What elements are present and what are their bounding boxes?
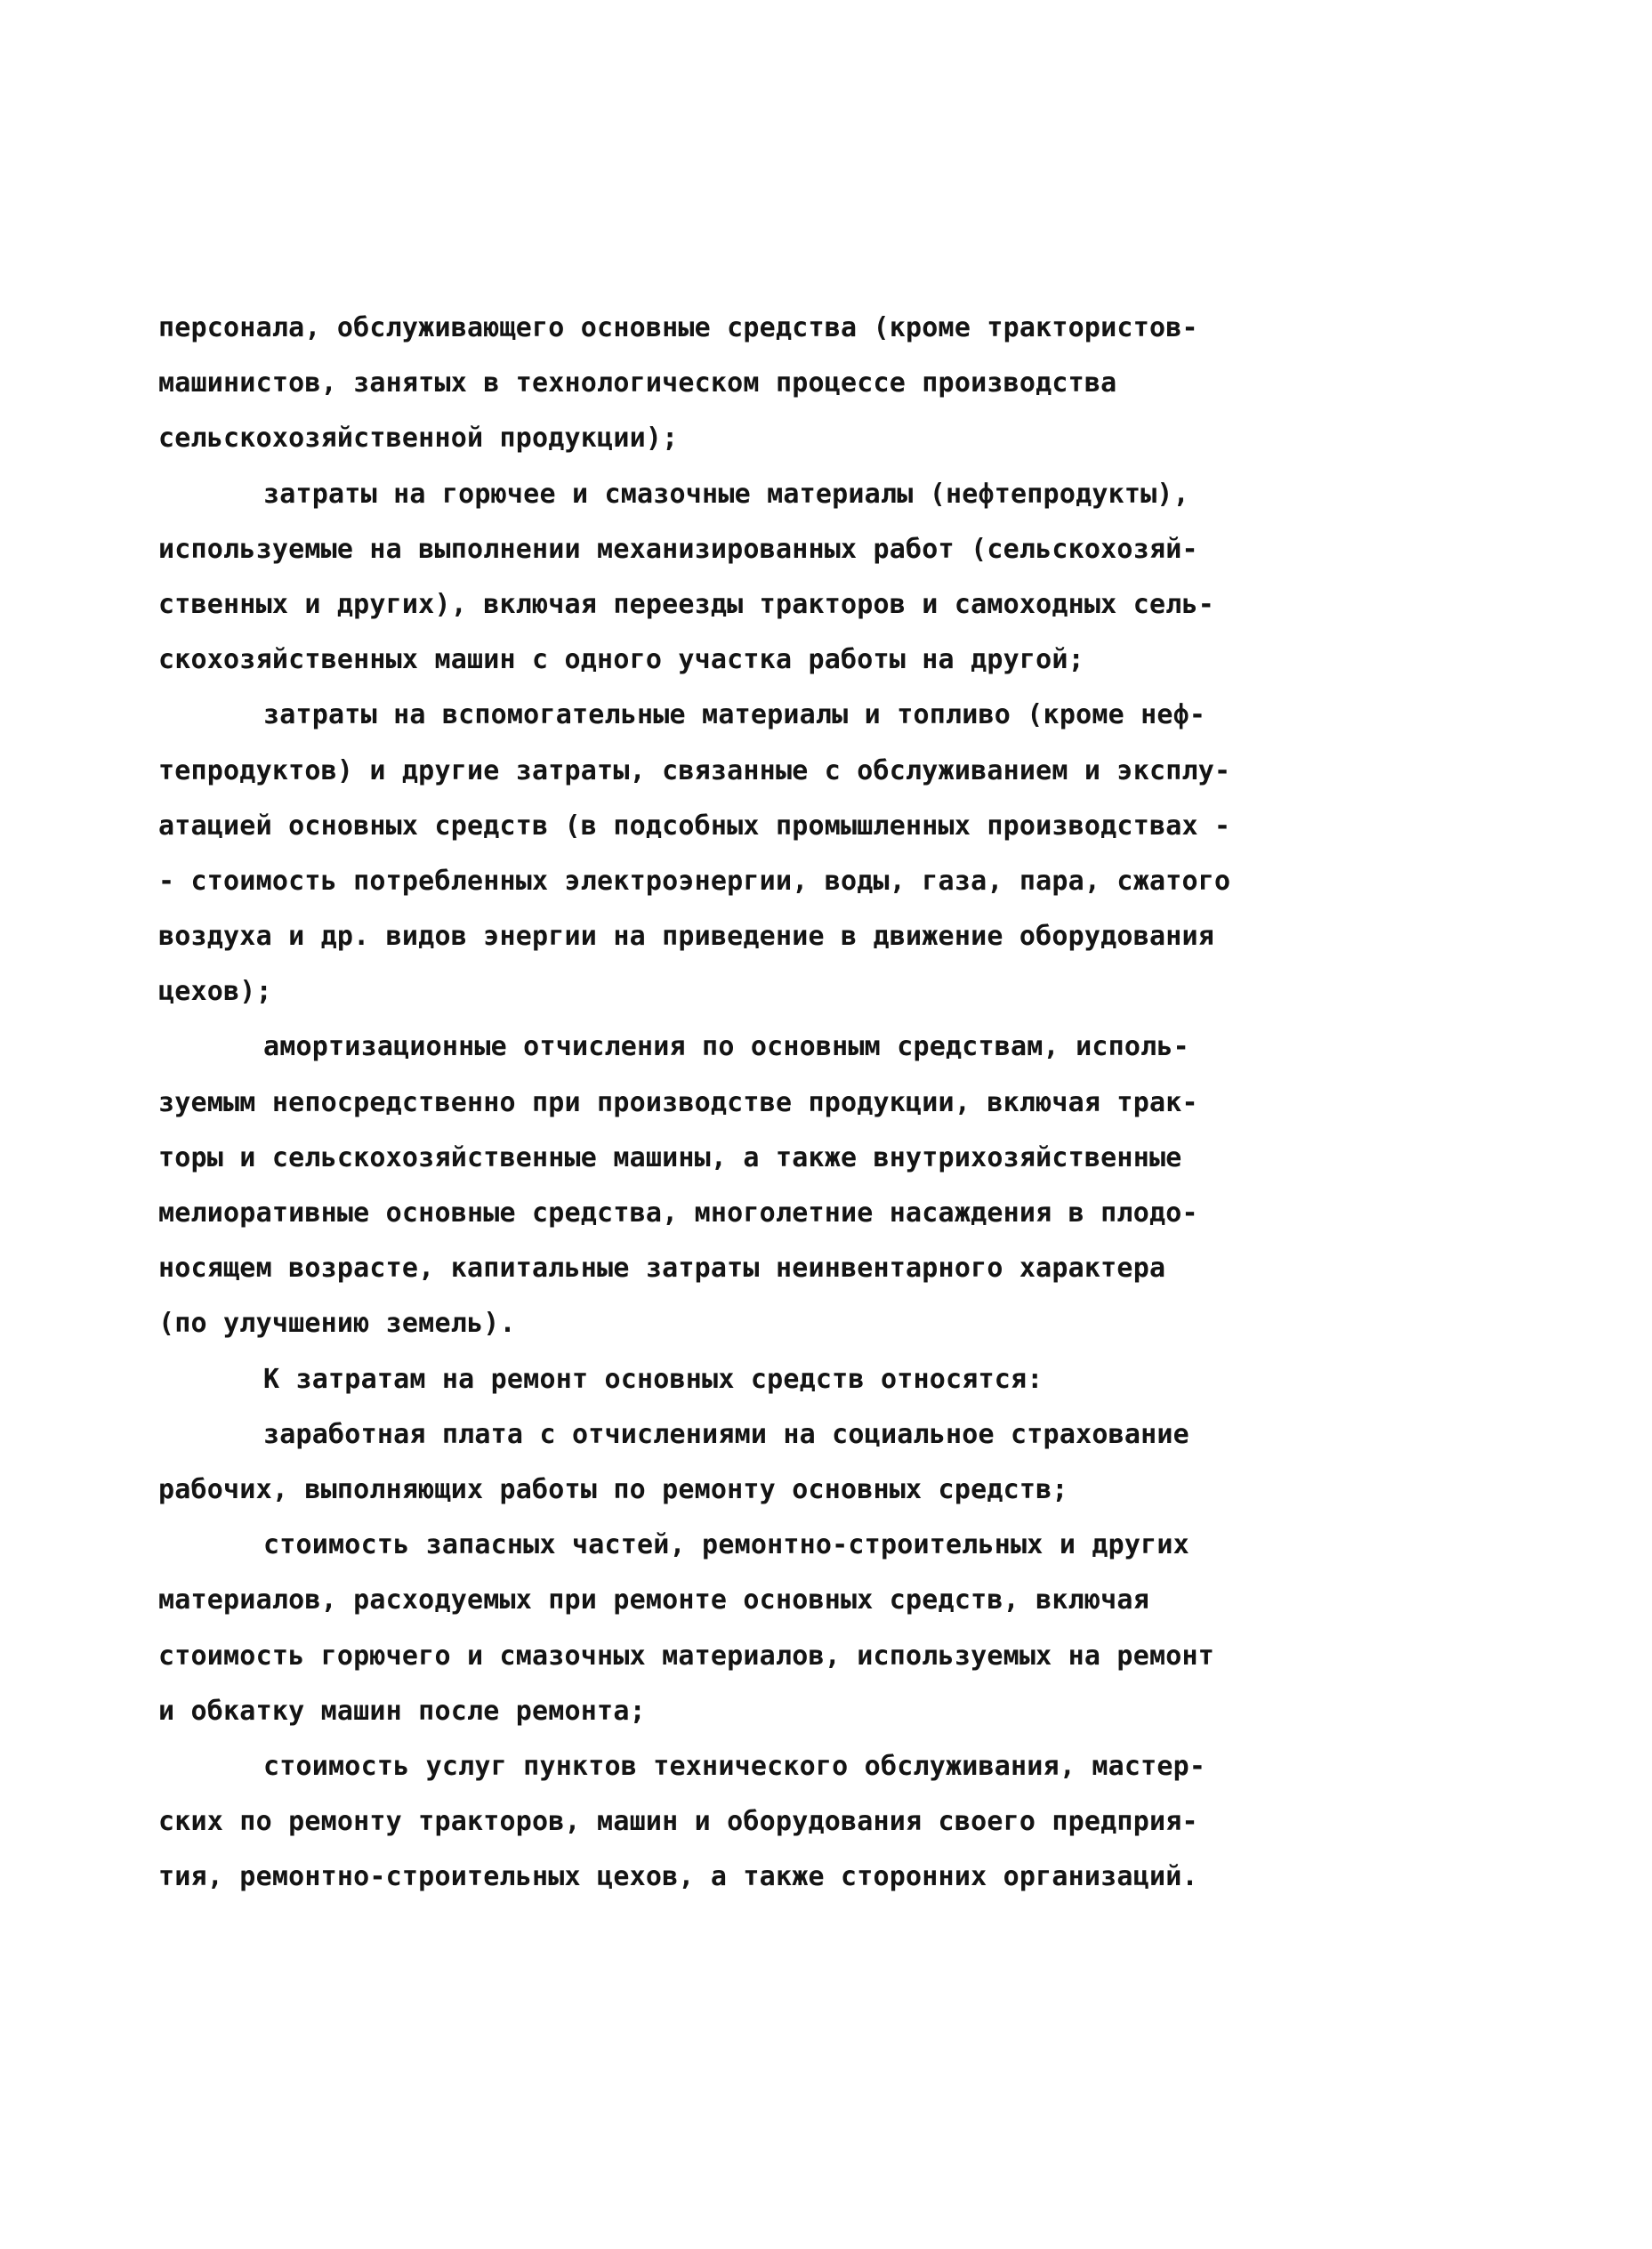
text-line: и обкатку машин после ремонта; [158, 1695, 646, 1727]
text-line: тепродуктов) и другие затраты, связанные с обслуживанием и эксплу- [158, 754, 1231, 786]
text-line: атацией основных средств (в подсобных промышленных производствах - [158, 810, 1231, 842]
text-line: стоимость горючего и смазочных материалов, используемых на ремонт [158, 1640, 1214, 1672]
text-line: воздуха и др. видов энергии на приведение в движение оборудования [158, 921, 1214, 953]
text-line: зуемым непосредственно при производстве продукции, включая трак- [158, 1086, 1198, 1118]
text-line: заработная плата с отчислениями на социальное страхование [263, 1418, 1189, 1450]
text-line: персонала, обслуживающего основные средства (кроме трактористов- [158, 312, 1198, 343]
text-line: амортизационные отчисления по основным средствам, исполь- [263, 1031, 1189, 1063]
document-body [158, 301, 1270, 1905]
text-line: торы и сельскохозяйственные машины, а также внутрихозяйственные [158, 1141, 1182, 1173]
text-line: стоимость услуг пунктов технического обслуживания, мастер- [263, 1750, 1206, 1782]
text-line: - стоимость потребленных электроэнергии, воды, газа, пара, сжатого [158, 865, 1231, 897]
text-line: затраты на вспомогательные материалы и топливо (кроме неф- [263, 699, 1206, 731]
text-line: затраты на горючее и смазочные материалы (нефтепродукты), [263, 478, 1189, 510]
text-line: тия, ремонтно-строительных цехов, а также сторонних организаций. [158, 1861, 1198, 1893]
text-line: скохозяйственных машин с одного участка работы на другой; [158, 644, 1084, 676]
text-line: используемые на выполнении механизированных работ (сельскохозяй- [158, 533, 1198, 565]
text-line: мелиоративные основные средства, многолетние насаждения в плодо- [158, 1197, 1198, 1229]
text-line: рабочих, выполняющих работы по ремонту основных средств; [158, 1473, 1068, 1505]
text-line: сельскохозяйственной продукции); [158, 423, 679, 455]
text-line: машинистов, занятых в технологическом процессе производства [158, 367, 1117, 399]
text-line: К затратам на ремонт основных средств относятся: [263, 1363, 1044, 1395]
text-line: ских по ремонту тракторов, машин и оборудования своего предприя- [158, 1806, 1198, 1838]
text-line: (по улучшению земель). [158, 1308, 516, 1340]
text-line: стоимость запасных частей, ремонтно-строительных и других [263, 1529, 1189, 1561]
text-line: материалов, расходуемых при ремонте основных средств, включая [158, 1584, 1149, 1616]
text-line: носящем возрасте, капитальные затраты неинвентарного характера [158, 1253, 1166, 1285]
text-line: цехов); [158, 976, 272, 1008]
text-line: ственных и других), включая переезды тракторов и самоходных сель- [158, 588, 1214, 620]
